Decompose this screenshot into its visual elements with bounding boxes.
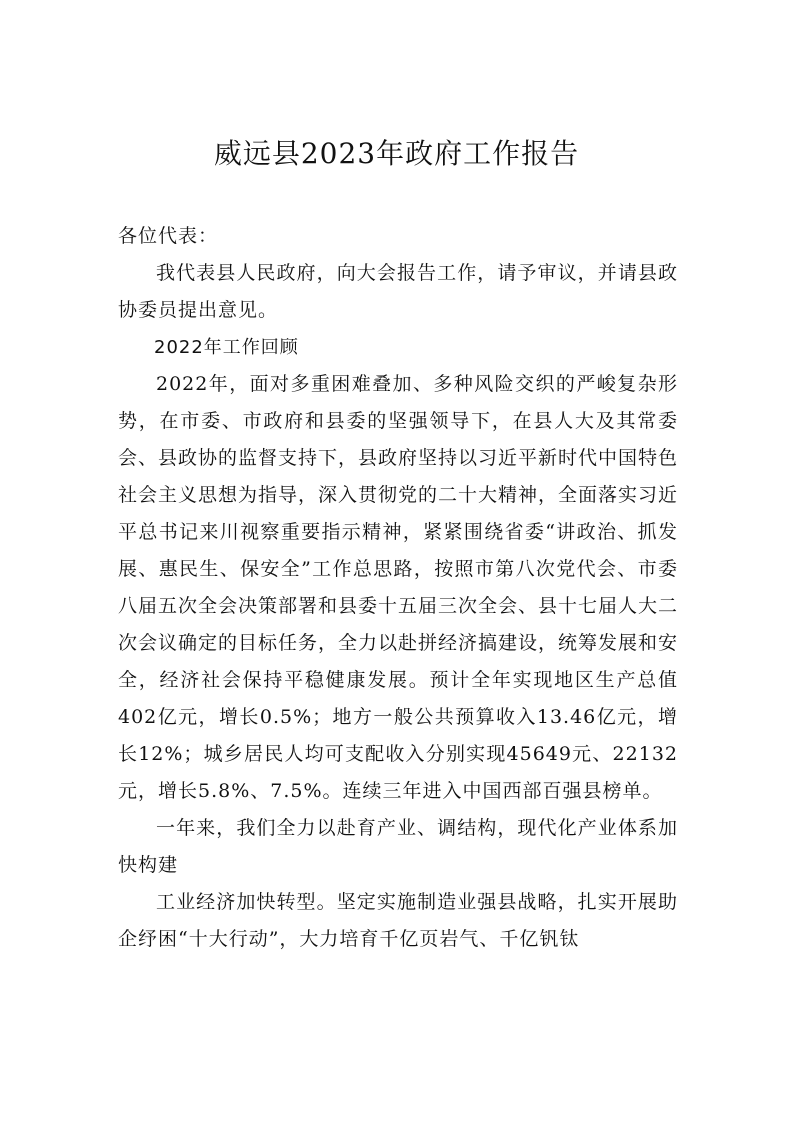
intro-paragraph: 我代表县人民政府，向大会报告工作，请予审议，并请县政协委员提出意见。 — [118, 262, 678, 321]
section-heading: 2022年工作回顾 — [154, 337, 299, 358]
document-title: 威远县2023年政府工作报告 — [213, 137, 580, 170]
paragraph-review-summary: 2022年，面对多重困难叠加、多种风险交织的严峻复杂形势，在市委、市政府和县委的坚强领导下，在县人大及其常委会、县政协的监督支持下，县政府坚持以习近平新时代中国特色社会主义思想为指导，深入贯彻党的二十大精神，全面落实习近平总书记来川视察重要指示精神，紧紧围绕省委“讲政治、抓发展、惠民生、保安全”工作总思路，按照市第八次党代会、市委八届五次全会决策部署和县委十五届三次全会、县十七届人大二次会议确定的目标任务，全力以赴拼经济搞建设，统筹发展和安全，经济社会保持平稳健康发展。预计全年实现地区生产总值402亿元，增长0.5%；地方一般公共预算收入13.46亿元，增长12%；城乡居民人均可支配收入分别实现45649元、22132元，增长5.8%、7.5%。连续三年进入中国西部百强县榜单。 — [118, 373, 679, 802]
document-body — [118, 218, 678, 958]
paragraph-industry-heading: 一年来，我们全力以赴育产业、调结构，现代化产业体系加快构建 — [118, 817, 678, 876]
salutation: 各位代表： — [118, 225, 219, 247]
paragraph-industrial-economy: 工业经济加快转型。坚定实施制造业强县战略，扎实开展助企纾困“十大行动”，大力培育千亿页岩气、千亿钒钛 — [118, 891, 678, 950]
